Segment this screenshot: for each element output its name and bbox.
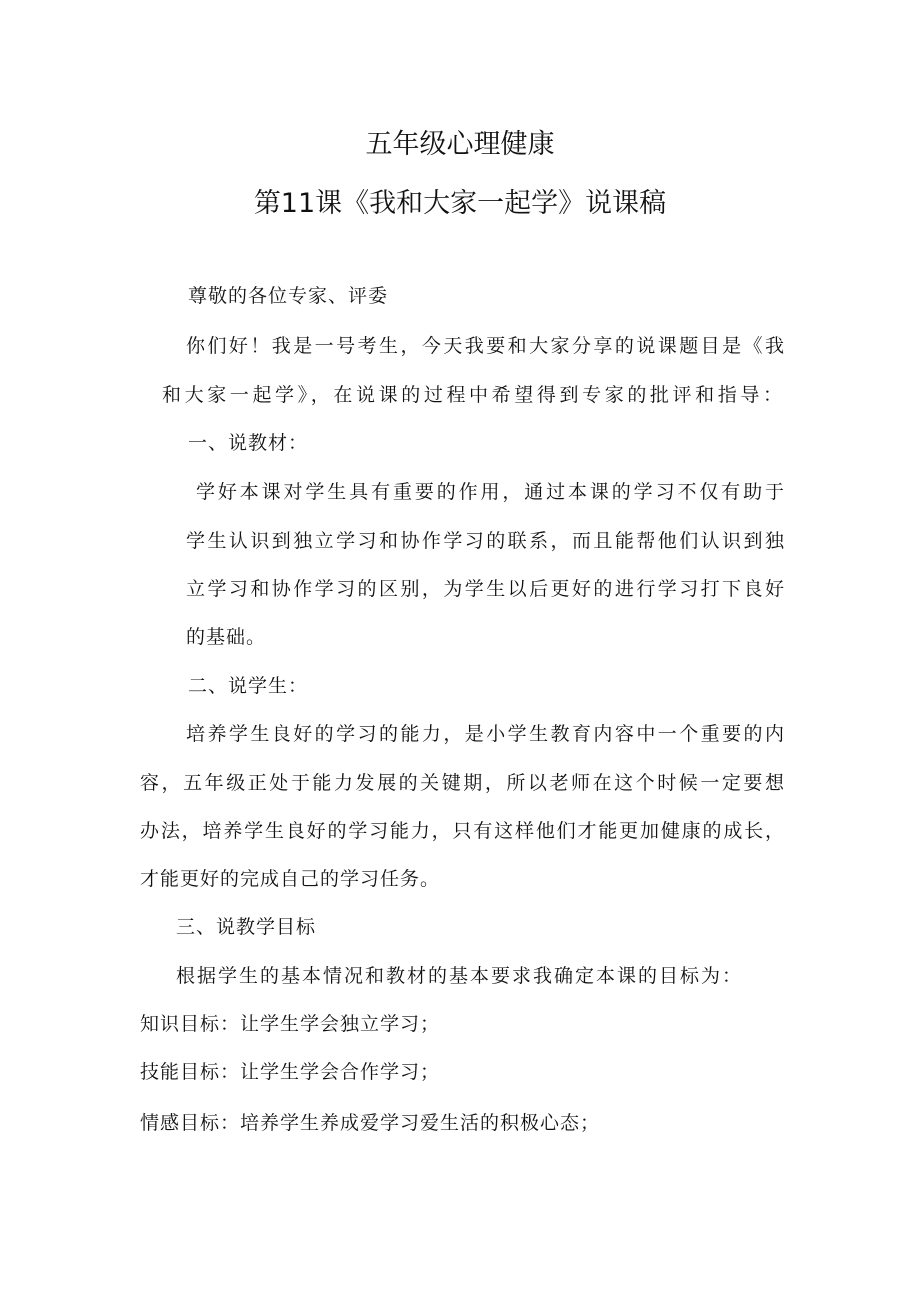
section-2-line-2: 容，五年级正处于能力发展的关键期，所以老师在这个时候一定要想 [140, 772, 784, 794]
intro-line-2: 和大家一起学》，在说课的过程中希望得到专家的批评和指导： [162, 384, 782, 406]
section-2-line-1: 培养学生良好的学习的能力，是小学生教育内容中一个重要的内 [186, 723, 784, 745]
section-1-line-2: 学生认识到独立学习和协作学习的联系，而且能帮他们认识到独 [186, 530, 784, 552]
section-1-line-1: 学好本课对学生具有重要的作用，通过本课的学习不仅有助于 [196, 481, 784, 503]
section-2-line-4: 才能更好的完成自己的学习任务。 [140, 868, 441, 890]
intro-line-1: 你们好！我是一号考生，今天我要和大家分享的说课题目是《我 [186, 335, 784, 357]
section-2-line-3: 办法，培养学生良好的学习能力，只有这样他们才能更加健康的成长， [140, 820, 784, 842]
goal-emotion: 情感目标：培养学生养成爱学习爱生活的积极心态； [140, 1112, 601, 1134]
section-1-line-4: 的基础。 [186, 626, 267, 648]
section-1-heading: 一、说教材： [188, 432, 309, 454]
section-3-heading: 三、说教学目标 [176, 916, 317, 938]
goal-knowledge: 知识目标：让学生学会独立学习； [140, 1013, 441, 1035]
document-title-line-2: 第11课《我和大家一起学》说课稿 [253, 188, 667, 219]
document-title-line-1: 五年级心理健康 [365, 129, 555, 160]
section-3-intro: 根据学生的基本情况和教材的基本要求我确定本课的目标为： [176, 965, 744, 987]
section-2-heading: 二、说学生： [188, 675, 309, 697]
section-1-line-3: 立学习和协作学习的区别，为学生以后更好的进行学习打下良好 [186, 578, 784, 600]
goal-skill: 技能目标：让学生学会合作学习； [140, 1061, 441, 1083]
greeting: 尊敬的各位专家、评委 [188, 285, 389, 307]
